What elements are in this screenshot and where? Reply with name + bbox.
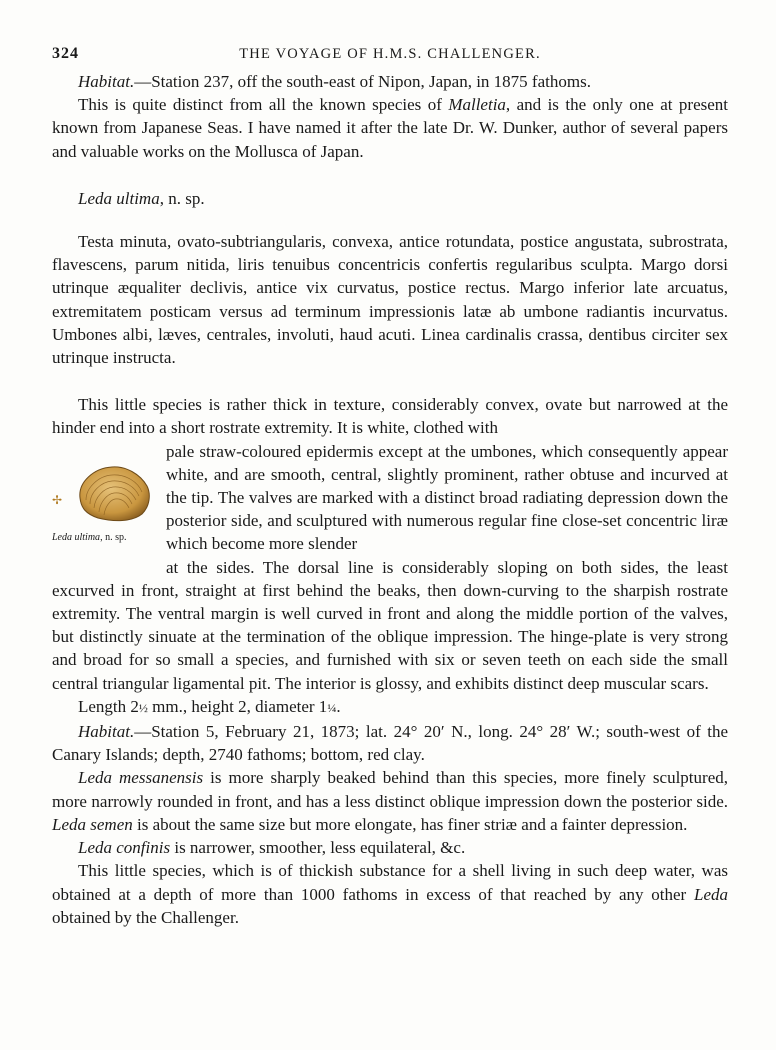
english-description-beside-figure: pale straw-coloured epidermis except at the umbones, which consequently appear white, and are smooth, central, slightly prominent, rather obtuse and incurved at the tip. The valves are marked with a distinct broad radiating depression down the posterior side, and sculptured with numerous regular fine close-set concentric liræ which become more slender <box>166 441 728 554</box>
scale-mark-icon: ✢ <box>52 492 63 507</box>
species-heading: Leda ultima, n. sp. <box>78 188 205 208</box>
english-description-after-figure: at the sides. The dorsal line is considerably sloping on both sides, the least excurved in front, straight at first behind the beaks, then down-curving to the sharpish rostrate extremity. The ventral margin is well curved in front and along the middle portion of the valves, but distinctly sinuate at the termination of the oblique impression. The hinge-plate is very strong and broad for so small a species, and furnished with six or seven teeth on each side the small central triangular ligamental pit. The interior is glossy, and exhibits distinct deep muscular scars. <box>52 557 728 693</box>
figure-block <box>52 440 728 695</box>
latin-description: Testa minuta, ovato-subtriangularis, convexa, antice rotundata, postice angustata, subrostrata, flavescens, parum nitida, liris tenuibus concentricis confertis regularibus sculpta. Margo dorsi utrinque æqualiter declivis, antice vix curvatus, postice rectus. Margo inferior late arcuatus, extremitatem posticam versus ad terminum impressionis latæ ab umbone radiantis incurvatus. Umbones albi, læves, centrales, involuti, haud acuti. Linea cardinalis crassa, dentibus circiter sex utrinque instructa. <box>52 232 728 368</box>
page-header <box>52 40 728 70</box>
malletia-remark-paragraph: This is quite distinct from all the known species of Malletia, and is the only one at present known from Japanese Seas. I have named it after the late Dr. W. Dunker, author of several papers and valuable works on the Mollusca of Japan. <box>52 95 729 161</box>
english-description-intro: This little species is rather thick in texture, considerably convex, ovate but narrowed at the hinder end into a short rostrate extremity. It is white, clothed with <box>52 395 728 438</box>
habitat-label: Habitat. <box>78 72 135 91</box>
genus-name: Malletia <box>448 95 506 115</box>
habitat-paragraph-1: Habitat.—Station 237, off the south-east of Nipon, Japan, in 1875 fathoms. <box>78 72 591 91</box>
comparison-paragraph-2: Leda confinis is narrower, smoother, less equilateral, &c. <box>78 838 466 858</box>
figure-caption: Leda ultima, n. sp. <box>52 531 127 543</box>
habitat-paragraph-2: Habitat.—Station 5, February 21, 1873; lat. 24° 20′ N., long. 24° 28′ W.; south-west of the Canary Islands; depth, 2740 fathoms; bottom, red clay. <box>52 722 728 765</box>
shell-illustration <box>74 464 152 524</box>
measurements: Length 2½ mm., height 2, diameter 1¼. <box>78 696 341 716</box>
comparison-paragraph-1: Leda messanensis is more sharply beaked behind than this species, more finely sculptured, more narrowly rounded in front, and has a less distinct oblique impression down the posterior side. Leda semen is about the same size but more elongate, has finer striæ and a fainter depression. <box>52 768 728 834</box>
closing-paragraph: This little species, which is of thickish substance for a shell living in such deep water, was obtained at a depth of more than 1000 fathoms in excess of that reached by any other Leda obtained by the Challenger. <box>52 861 728 927</box>
book-page <box>52 40 728 929</box>
page-number: 324 <box>52 45 79 62</box>
running-title: THE VOYAGE OF H.M.S. CHALLENGER. <box>239 46 541 62</box>
shell-figure <box>52 442 160 567</box>
